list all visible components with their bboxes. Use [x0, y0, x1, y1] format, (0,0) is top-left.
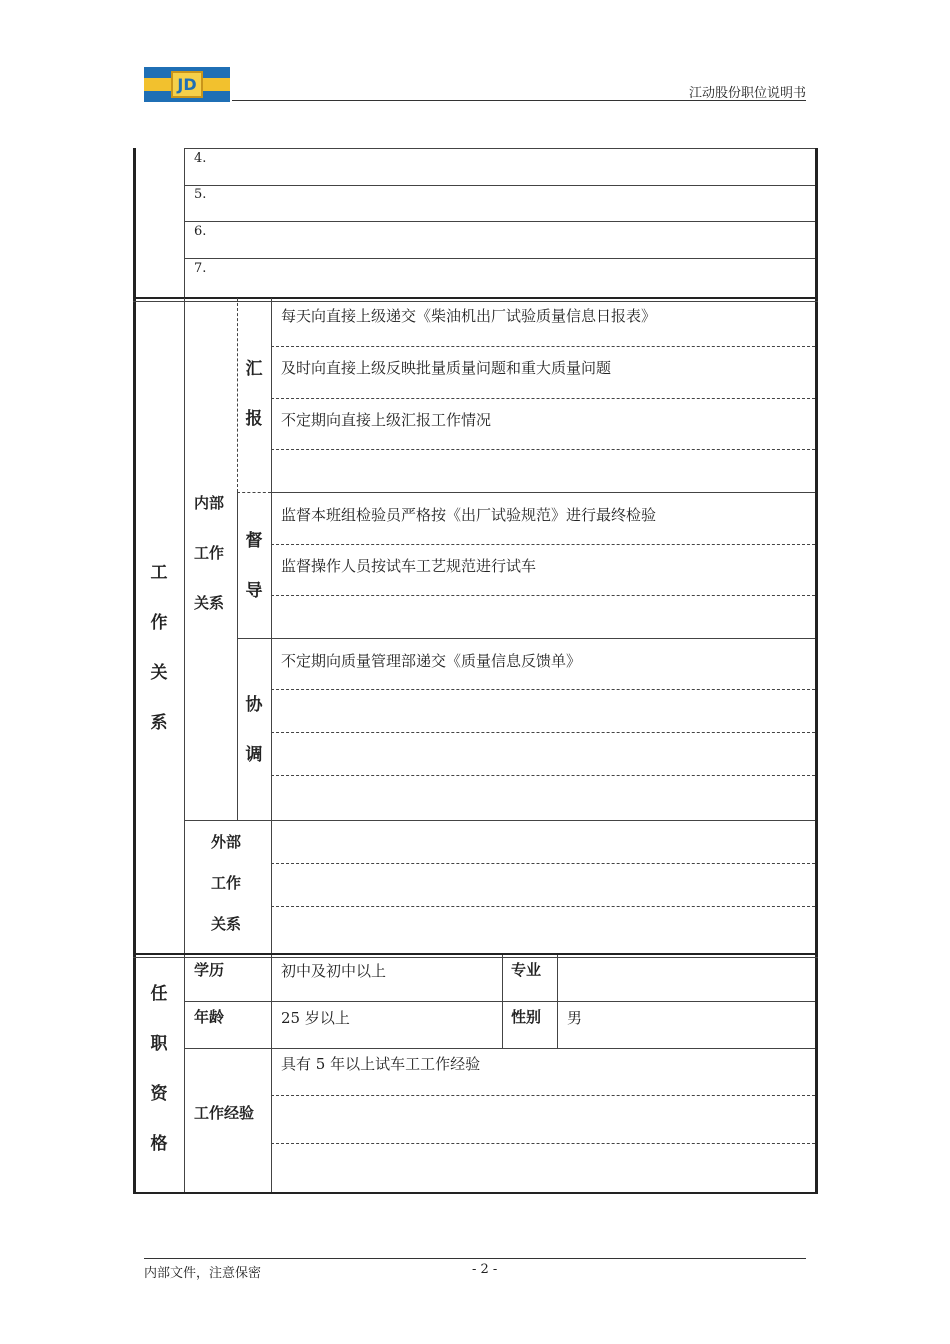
experience-value: 具有 5 年以上试车工工作经验 [281, 1055, 481, 1073]
row-line [271, 544, 815, 545]
col-divider [184, 298, 185, 1192]
major-label: 专业 [511, 961, 542, 979]
duty-item: 6. [194, 224, 207, 239]
external-relations-label: 关系 [211, 915, 242, 933]
age-label: 年龄 [194, 1008, 225, 1026]
row-line [271, 689, 815, 690]
row-line [184, 148, 815, 149]
work-relations-label: 工 [150, 563, 168, 583]
duty-item: 7. [194, 261, 207, 276]
supervise-label: 督 [245, 531, 263, 551]
supervise-label: 导 [245, 581, 263, 601]
job-description-table [133, 148, 818, 1194]
table-border-bottom [133, 1192, 818, 1194]
row-line [184, 258, 815, 259]
gender-value: 男 [567, 1009, 583, 1027]
row-line [237, 638, 815, 639]
education-label: 学历 [194, 961, 225, 979]
qualifications-label: 格 [150, 1134, 168, 1154]
page-number: - 2 - [472, 1262, 498, 1277]
row-line [184, 185, 815, 186]
duty-item: 5. [194, 187, 207, 202]
supervise-item: 监督操作人员按试车工艺规范进行试车 [281, 557, 537, 575]
report-item: 每天向直接上级递交《柴油机出厂试验质量信息日报表》 [281, 307, 657, 325]
supervise-item: 监督本班组检验员严格按《出厂试验规范》进行最终检验 [281, 506, 657, 524]
work-relations-label: 作 [150, 613, 168, 633]
coordinate-label: 协 [245, 695, 263, 715]
age-value: 25 岁以上 [281, 1009, 350, 1027]
report-label: 汇 [245, 359, 263, 379]
work-relations-label: 关 [150, 663, 168, 683]
education-value: 初中及初中以上 [281, 962, 387, 980]
document-title: 江动股份职位说明书 [688, 86, 806, 101]
row-line [271, 492, 815, 493]
external-relations-label: 外部 [211, 833, 242, 851]
col-divider [184, 148, 185, 298]
table-border-left [133, 148, 136, 1194]
row-line [184, 820, 815, 821]
logo-mark: JD [171, 71, 203, 98]
internal-relations-label: 关系 [194, 594, 225, 612]
row-line [237, 492, 271, 493]
row-line [271, 346, 815, 347]
col-divider [271, 298, 272, 1192]
qualifications-label: 资 [150, 1084, 168, 1104]
company-logo [144, 67, 230, 102]
col-divider [237, 492, 238, 820]
row-line [271, 775, 815, 776]
row-line [271, 732, 815, 733]
row-line [184, 1001, 815, 1002]
external-relations-label: 工作 [211, 874, 242, 892]
row-line [271, 595, 815, 596]
row-line [184, 1048, 815, 1049]
coordinate-item: 不定期向质量管理部递交《质量信息反馈单》 [281, 652, 582, 670]
row-line [184, 221, 815, 222]
internal-relations-label: 工作 [194, 544, 225, 562]
coordinate-label: 调 [245, 745, 263, 765]
work-relations-label: 系 [150, 713, 168, 733]
section-divider [133, 297, 818, 299]
section-divider [133, 953, 818, 955]
section-divider [133, 301, 818, 302]
col-divider [237, 298, 238, 492]
row-line [271, 449, 815, 450]
col-divider [557, 955, 558, 1049]
qualifications-label: 职 [150, 1034, 168, 1054]
internal-relations-label: 内部 [194, 494, 225, 512]
experience-label: 工作经验 [194, 1104, 255, 1122]
row-line [271, 1095, 815, 1096]
report-item: 及时向直接上级反映批量质量问题和重大质量问题 [281, 359, 612, 377]
report-item: 不定期向直接上级汇报工作情况 [281, 411, 492, 429]
row-line [271, 906, 815, 907]
qualifications-label: 任 [150, 984, 168, 1004]
col-divider [502, 955, 503, 1049]
duty-item: 4. [194, 151, 207, 166]
report-label: 报 [245, 409, 263, 429]
row-line [271, 1143, 815, 1144]
confidential-note: 内部文件，注意保密 [144, 1266, 262, 1281]
row-line [271, 398, 815, 399]
section-divider [133, 957, 818, 958]
table-border-right [815, 148, 818, 1194]
gender-label: 性别 [511, 1008, 542, 1026]
footer-rule [144, 1258, 806, 1259]
row-line [271, 863, 815, 864]
